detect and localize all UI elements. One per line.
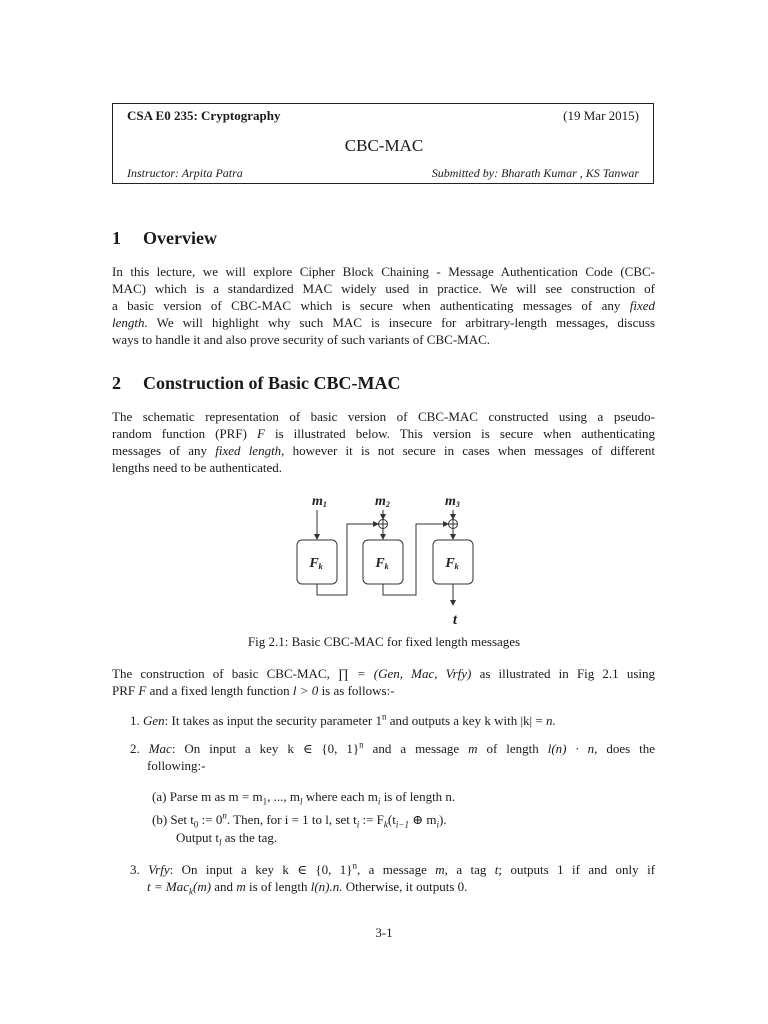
prf-label: Fk [375, 556, 389, 571]
figure-caption: Fig 2.1: Basic CBC-MAC for fixed length messages [247, 634, 521, 649]
list-marker: 3. [130, 862, 140, 877]
lecture-title: CBC-MAC [344, 136, 424, 155]
paragraph-line: The construction of basic CBC-MAC, ∏ = (Gen, Mac, Vrfy) as illustrated in Fig 2.1 using [112, 666, 656, 681]
paragraph-line: lengths need to be authenticated. [112, 460, 283, 475]
emphasis: length. [112, 315, 148, 330]
list-marker: (a) [152, 789, 167, 804]
page-number: 3-1 [375, 925, 393, 940]
list-item-vrfy: 3. Vrfy: On input a key k ∈ {0, 1}$^n$, a message m, a tag t; outputs 1 if and only if [130, 860, 656, 877]
algorithm-name: Gen [143, 713, 165, 728]
math-expression: ∏ = (Gen, Mac, Vrfy) [337, 666, 472, 681]
paragraph-line: messages of any fixed length, however it is not secure in cases when messages of different [112, 443, 656, 458]
paragraph-line: random function (PRF) F is illustrated below. This version is secure when authenticating [112, 426, 655, 441]
sublist-item-a: (a) Parse m as $m = m_1$, ..., $m_l$ where each $m_i$ is of length n. [152, 789, 456, 807]
input-label-1: m1 [312, 494, 327, 509]
paragraph-line: In this lecture, we will explore Cipher Block Chaining - Message Authentication Code (CBC- [112, 264, 655, 279]
list-item-vrfy-cont: t = Mac$_k$(m) and m is of length l(n).n. Otherwise, it outputs 0. [147, 879, 468, 897]
sublist-output: Output $t_l$ as the tag. [176, 830, 278, 848]
section-number: 1 [112, 228, 121, 248]
section-title: Overview [143, 228, 217, 248]
list-marker: (b) [152, 812, 168, 827]
instructor: Instructor: Arpita Patra [127, 166, 243, 180]
list-item-mac-cont: following:- [147, 758, 206, 773]
submitted-by: Submitted by: Bharath Kumar , KS Tanwar [431, 166, 639, 180]
math-symbol: F [256, 426, 265, 441]
input-label-2: m2 [375, 494, 390, 509]
course-title: CSA E0 235: Cryptography [127, 108, 281, 123]
prf-label: Fk [309, 556, 323, 571]
list-marker: 2. [130, 741, 140, 756]
paragraph-line: The schematic representation of basic version of CBC-MAC constructed using a pseudo- [112, 409, 655, 424]
output-label: t [452, 612, 458, 628]
lecture-date: (19 Mar 2015) [563, 108, 639, 123]
paragraph-line: MAC) which is a standardized MAC widely used in practice. We will see construction of [112, 281, 655, 296]
section-title: Construction of Basic CBC-MAC [143, 373, 401, 393]
algorithm-name: Vrfy [148, 862, 170, 877]
input-label-3: m3 [445, 494, 460, 509]
algorithm-name: Mac [148, 741, 172, 756]
paragraph-line: a basic version of CBC-MAC which is secure when authenticating messages of any fixed [112, 298, 655, 313]
list-item-gen: 1. Gen: It takes as input the security parameter 1$^n$ and outputs a key k with |k| = n. [130, 711, 556, 728]
xor-icon [379, 520, 388, 529]
paragraph-line: PRF F and a fixed length function l > 0 is as follows:- [112, 683, 395, 698]
paragraph-line: length. We will highlight why such MAC is insecure for arbitrary-length messages, discuss [112, 315, 655, 330]
cbc-mac-diagram [290, 485, 480, 630]
paragraph-line: ways to handle it and also prove security of such variants of CBC-MAC. [112, 332, 491, 347]
section-2-heading [112, 373, 400, 394]
prf-label: Fk [445, 556, 459, 571]
emphasis: fixed length, [215, 443, 285, 458]
list-marker: 1. [130, 713, 140, 728]
sublist-item-b: (b) Set $t_0$ := $0^n$. Then, for i = 1 to l, set $t_i$ := $F_k(t_{i-1}$ ⊕ $m_i$). [152, 810, 447, 830]
section-number: 2 [112, 373, 121, 393]
emphasis: fixed [629, 298, 655, 313]
xor-icon [449, 520, 458, 529]
section-1-heading [112, 228, 217, 249]
list-item-mac: 2. Mac: On input a key k ∈ {0, 1}$^n$ and a message m of length l(n) · n, does the [130, 739, 656, 756]
